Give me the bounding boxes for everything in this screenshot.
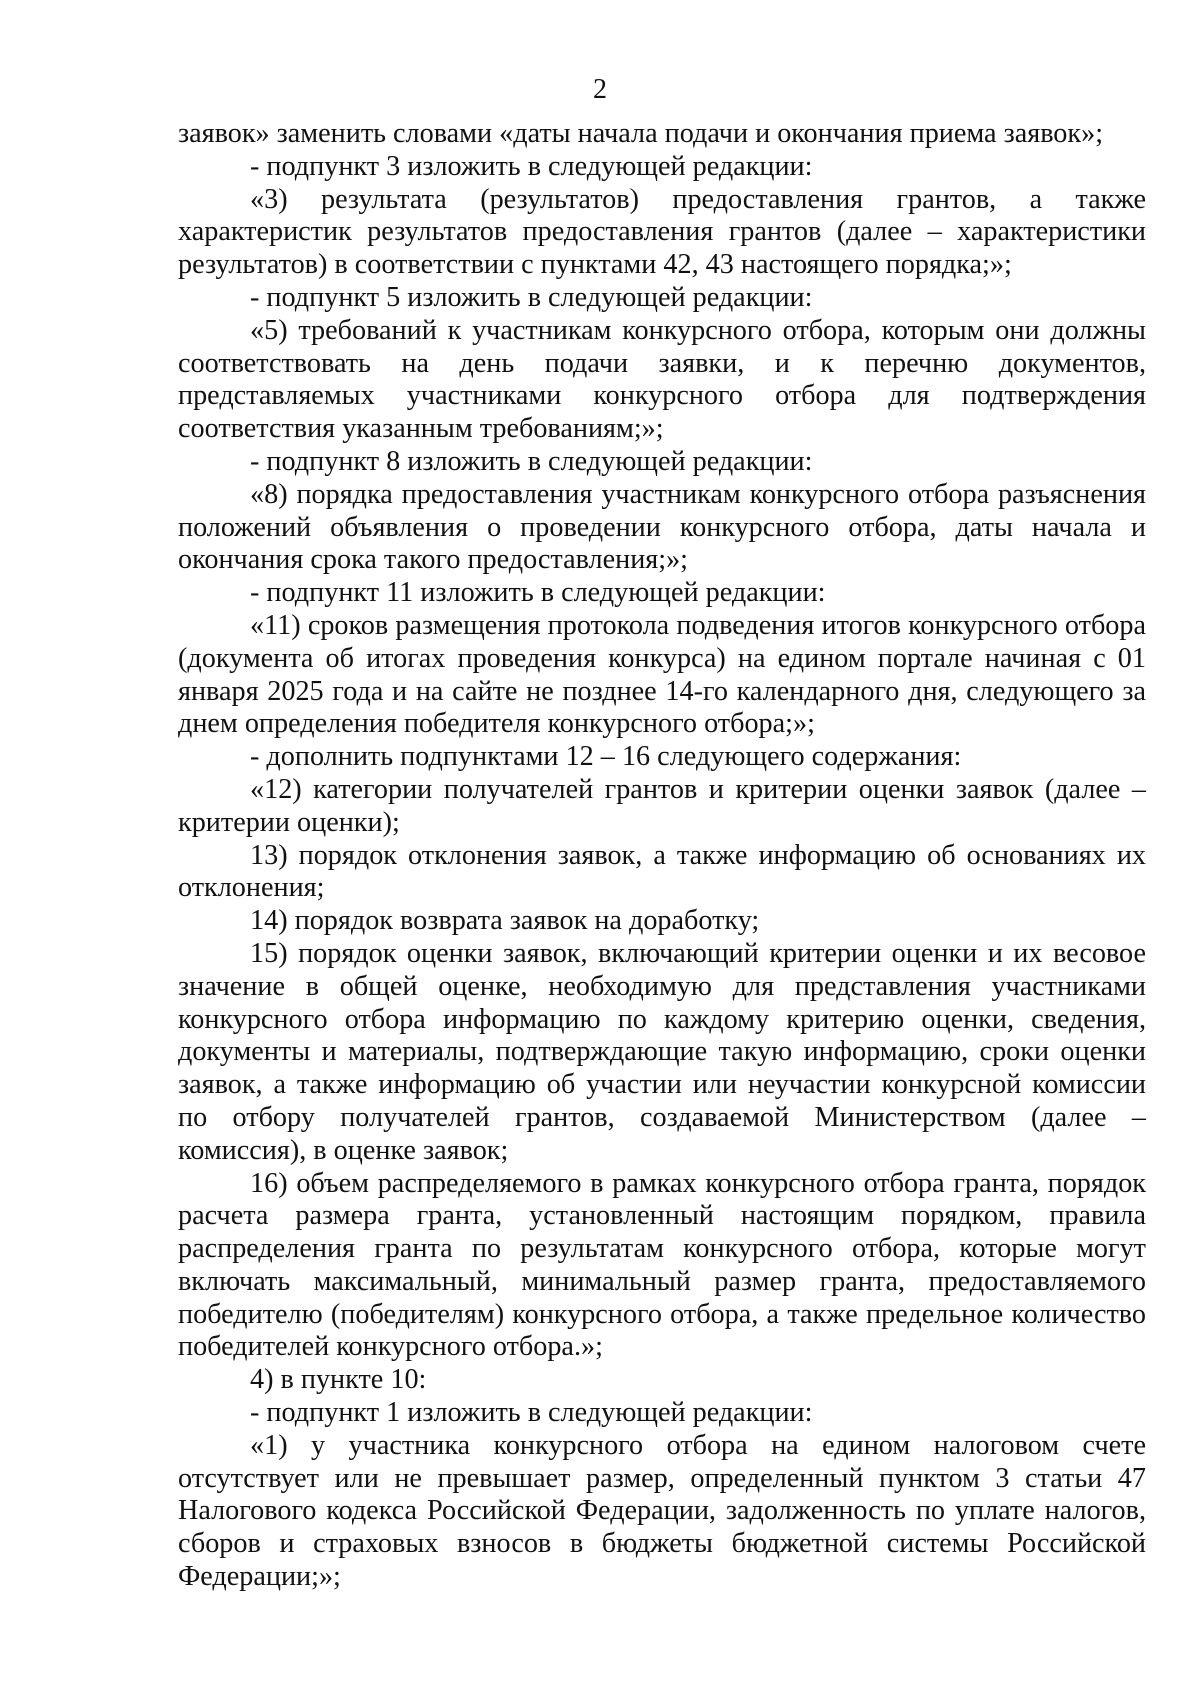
paragraph: 16) объем распределяемого в рамках конкурсного отбора гранта, порядок расчета размера гранта, установленный настоящим порядком, правила распределения гранта по результатам конкурсного отбора, которые могут включать максимальный, минимальный размер гранта, предоставляемого победителю (победителям) конкурсного отбора, а также предельное количество победителей конкурсного отбора.»; bbox=[178, 1167, 1146, 1363]
paragraph: 4) в пункте 10: bbox=[250, 1364, 427, 1396]
paragraph: - подпункт 5 изложить в следующей редакции: bbox=[250, 281, 813, 313]
paragraph: «8) порядка предоставления участникам конкурсного отбора разъяснения положений объявления о проведении конкурсного отбора, даты начала и окончания срока такого предоставления;»; bbox=[178, 478, 1146, 576]
paragraph: «1) у участника конкурсного отбора на едином налоговом счете отсутствует или не превышает размер, определенный пунктом 3 статьи 47 Налогового кодекса Российской Федерации, задолженность по уплате налогов, сборов и страховых взносов в бюджеты бюджетной системы Российской Федерации;»; bbox=[178, 1429, 1146, 1593]
paragraph: «3) результата (результатов) предоставления грантов, а также характеристик результатов предоставления грантов (далее – характеристики результатов) в соответствии с пунктами 42, 43 настоящего порядка;»; bbox=[178, 183, 1146, 281]
paragraph: - подпункт 1 изложить в следующей редакции: bbox=[250, 1397, 813, 1429]
paragraph: 14) порядок возврата заявок на доработку; bbox=[250, 905, 760, 937]
paragraph: «5) требований к участникам конкурсного отбора, которым они должны соответствовать на день подачи заявки, и к перечню документов, представляемых участниками конкурсного отбора для подтверждения соответствия указанным требованиям;»; bbox=[178, 314, 1146, 445]
paragraph: - подпункт 11 изложить в следующей редакции: bbox=[250, 577, 826, 609]
page-number: 2 bbox=[593, 74, 607, 105]
paragraph: 15) порядок оценки заявок, включающий критерии оценки и их весовое значение в общей оценке, необходимую для представления участниками конкурсного отбора информацию по каждому критерию оценки, сведения, документы и материалы, подтверждающие такую информацию, сроки оценки заявок, а также информацию об участии или неучастии конкурсной комиссии по отбору получателей грантов, создаваемой Министерством (далее – комиссия), в оценке заявок; bbox=[178, 937, 1146, 1166]
paragraph: - подпункт 3 изложить в следующей редакции: bbox=[250, 150, 813, 182]
paragraph: - дополнить подпунктами 12 – 16 следующего содержания: bbox=[250, 741, 962, 773]
paragraph: «12) категории получателей грантов и критерии оценки заявок (далее – критерии оценки); bbox=[178, 773, 1146, 838]
paragraph: - подпункт 8 изложить в следующей редакции: bbox=[250, 445, 813, 477]
paragraph: заявок» заменить словами «даты начала подачи и окончания приема заявок»; bbox=[178, 118, 1104, 149]
paragraph: 13) порядок отклонения заявок, а также информацию об основаниях их отклонения; bbox=[178, 839, 1146, 904]
document-body bbox=[178, 118, 1146, 1594]
paragraph: «11) сроков размещения протокола подведения итогов конкурсного отбора (документа об итогах проведения конкурса) на едином портале начиная с 01 января 2025 года и на сайте не позднее 14-го календарного дня, следующего за днем определения победителя конкурсного отбора;»; bbox=[178, 609, 1146, 740]
